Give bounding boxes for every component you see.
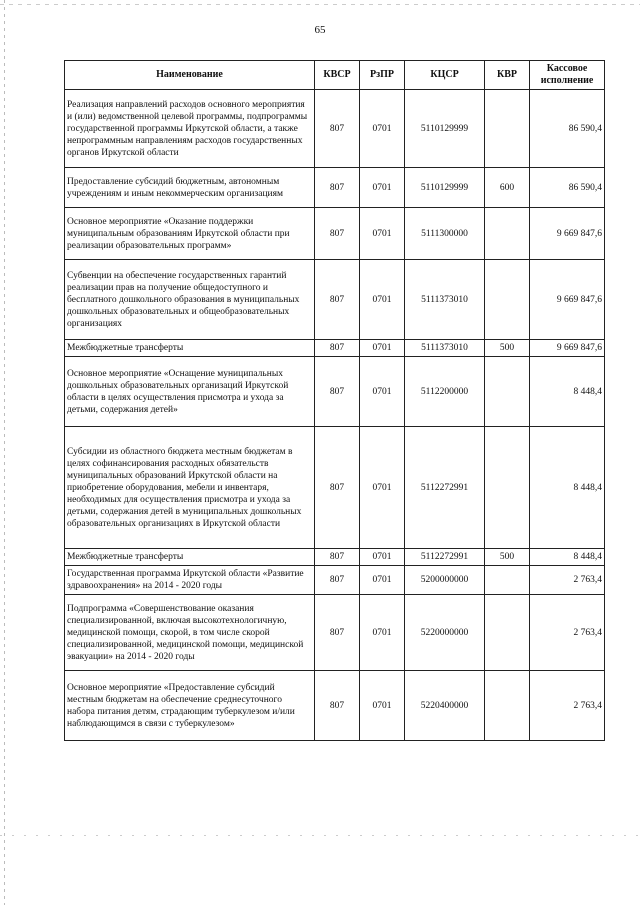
- row-rzpr: 0701: [360, 357, 405, 427]
- row-kcsr: 5111373010: [405, 260, 485, 340]
- header-kvsr: КВСР: [315, 61, 360, 90]
- table-row: [65, 549, 605, 566]
- row-kvr: 600: [485, 168, 530, 208]
- row-kvr: [485, 260, 530, 340]
- row-kcsr: 5110129999: [405, 90, 485, 168]
- scan-edge-bottom: [0, 835, 640, 836]
- budget-table: [64, 60, 605, 741]
- row-kcsr: 5112272991: [405, 549, 485, 566]
- row-name: Основное мероприятие «Оснащение муниципальных дошкольных образовательных организаций Иркутской области в целях осуществления присмотра и ухода за детьми, содержания детей»: [65, 357, 315, 427]
- row-rzpr: 0701: [360, 260, 405, 340]
- table-row: [65, 427, 605, 549]
- row-kvr: 500: [485, 549, 530, 566]
- scan-edge-top: [0, 4, 640, 5]
- row-amount: 8 448,4: [530, 549, 605, 566]
- row-kcsr: 5220400000: [405, 671, 485, 741]
- row-kvr: [485, 595, 530, 671]
- row-kcsr: 5112272991: [405, 427, 485, 549]
- table-row: [65, 595, 605, 671]
- row-kvsr: 807: [315, 427, 360, 549]
- row-amount: 86 590,4: [530, 90, 605, 168]
- row-kcsr: 5110129999: [405, 168, 485, 208]
- row-name: Субсидии из областного бюджета местным бюджетам в целях софинансирования расходных обязательств муниципальных образований Иркутской области на приобретение оборудования, мебели и инвентаря, необходимых для осуществления присмотра и ухода за детьми, содержания детей в муниципальных дошкольных образовательных организациях в Иркутской области: [65, 427, 315, 549]
- row-rzpr: 0701: [360, 549, 405, 566]
- row-amount: 9 669 847,6: [530, 340, 605, 357]
- header-kvr: КВР: [485, 61, 530, 90]
- table-row: [65, 671, 605, 741]
- row-rzpr: 0701: [360, 595, 405, 671]
- row-kvr: [485, 357, 530, 427]
- row-rzpr: 0701: [360, 208, 405, 260]
- row-rzpr: 0701: [360, 90, 405, 168]
- row-kvsr: 807: [315, 671, 360, 741]
- table-row: [65, 168, 605, 208]
- table-row: [65, 260, 605, 340]
- row-kvsr: 807: [315, 168, 360, 208]
- scan-edge-left: [4, 0, 5, 905]
- row-kvr: [485, 671, 530, 741]
- header-name: Наименование: [65, 61, 315, 90]
- header-rzpr: РзПР: [360, 61, 405, 90]
- row-name: Реализация направлений расходов основного мероприятия и (или) ведомственной целевой программы, подпрограммы государственной программы Иркутской области, а также непрограммным направлениям расходов государственных органов Иркутской области: [65, 90, 315, 168]
- header-amount: Кассовое исполнение: [530, 61, 605, 90]
- page-number: 65: [314, 24, 326, 36]
- row-rzpr: 0701: [360, 340, 405, 357]
- row-name: Подпрограмма «Совершенствование оказания специализированной, включая высокотехнологичную, медицинской помощи, скорой, в том числе скорой специализированной, медицинской помощи, медицинской эвакуации» на 2014 - 2020 годы: [65, 595, 315, 671]
- table-row: [65, 357, 605, 427]
- row-name: Межбюджетные трансферты: [65, 549, 315, 566]
- row-name: Основное мероприятие «Оказание поддержки муниципальным образованиям Иркутской области при реализации образовательных программ»: [65, 208, 315, 260]
- row-rzpr: 0701: [360, 427, 405, 549]
- row-kcsr: 5111373010: [405, 340, 485, 357]
- row-amount: 2 763,4: [530, 671, 605, 741]
- row-rzpr: 0701: [360, 566, 405, 595]
- row-kvsr: 807: [315, 340, 360, 357]
- row-kvsr: 807: [315, 208, 360, 260]
- row-kvr: [485, 566, 530, 595]
- row-kcsr: 5112200000: [405, 357, 485, 427]
- row-name: Предоставление субсидий бюджетным, автономным учреждениям и иным некоммерческим организациям: [65, 168, 315, 208]
- row-amount: 8 448,4: [530, 357, 605, 427]
- row-kvsr: 807: [315, 260, 360, 340]
- row-rzpr: 0701: [360, 168, 405, 208]
- row-kvsr: 807: [315, 90, 360, 168]
- table-row: [65, 566, 605, 595]
- row-name: Основное мероприятие «Предоставление субсидий местным бюджетам на обеспечение среднесуточного набора питания детям, страдающим туберкулезом и/или наблюдающимся в связи с туберкулезом»: [65, 671, 315, 741]
- row-amount: 8 448,4: [530, 427, 605, 549]
- header-kcsr: КЦСР: [405, 61, 485, 90]
- row-amount: 2 763,4: [530, 566, 605, 595]
- row-kvr: [485, 208, 530, 260]
- row-amount: 86 590,4: [530, 168, 605, 208]
- row-kvr: [485, 90, 530, 168]
- row-kcsr: 5111300000: [405, 208, 485, 260]
- table-header-row: [65, 61, 605, 90]
- row-kcsr: 5200000000: [405, 566, 485, 595]
- row-name: Межбюджетные трансферты: [65, 340, 315, 357]
- row-name: Субвенции на обеспечение государственных гарантий реализации прав на получение общедоступного и бесплатного дошкольного образования в муниципальных дошкольных образовательных и общеобразовательных организациях: [65, 260, 315, 340]
- row-kvr: 500: [485, 340, 530, 357]
- table-row: [65, 340, 605, 357]
- row-amount: 9 669 847,6: [530, 208, 605, 260]
- row-name: Государственная программа Иркутской области «Развитие здравоохранения» на 2014 - 2020 годы: [65, 566, 315, 595]
- row-rzpr: 0701: [360, 671, 405, 741]
- row-amount: 2 763,4: [530, 595, 605, 671]
- table-row: [65, 208, 605, 260]
- row-kvr: [485, 427, 530, 549]
- row-kcsr: 5220000000: [405, 595, 485, 671]
- row-kvsr: 807: [315, 595, 360, 671]
- row-kvsr: 807: [315, 549, 360, 566]
- row-amount: 9 669 847,6: [530, 260, 605, 340]
- row-kvsr: 807: [315, 357, 360, 427]
- table-row: [65, 90, 605, 168]
- row-kvsr: 807: [315, 566, 360, 595]
